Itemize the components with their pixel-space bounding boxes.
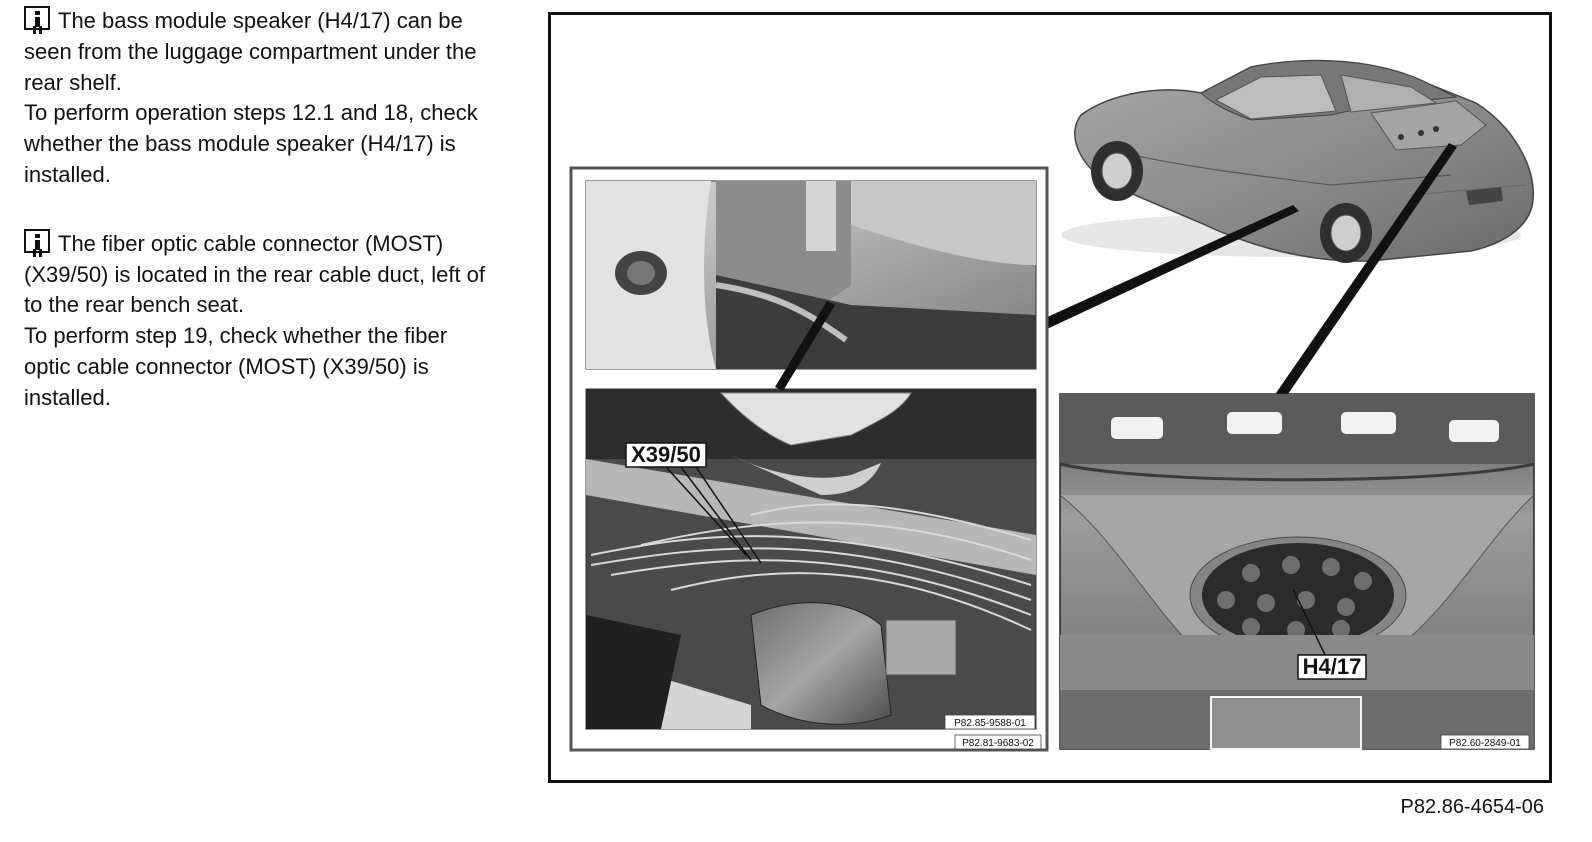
wiring-photo bbox=[586, 389, 1036, 729]
info-icon bbox=[24, 229, 50, 253]
note-fiber-optic bbox=[24, 229, 494, 414]
callout-x39-50: X39/50 bbox=[631, 442, 701, 467]
note-paragraph: To perform operation steps 12.1 and 18, check whether the bass module speaker (H4/17) is installed. bbox=[24, 100, 478, 187]
interior-panel bbox=[571, 168, 1047, 750]
note-paragraph: The bass module speaker (H4/17) can be seen from the luggage compartment under the rear shelf. bbox=[24, 8, 477, 95]
info-icon bbox=[24, 6, 50, 30]
note-bass-module bbox=[24, 6, 494, 191]
photo-code-trunk: P82.60-2849-01 bbox=[1449, 738, 1521, 749]
note-paragraph: The fiber optic cable connector (MOST) (X39/50) is located in the rear cable duct, left of to the rear bench seat. bbox=[24, 230, 486, 318]
car-illustration bbox=[1061, 61, 1533, 263]
callout-h4-17: H4/17 bbox=[1302, 654, 1362, 679]
figure-frame bbox=[548, 12, 1552, 783]
illustration bbox=[551, 15, 1549, 780]
note-paragraph: To perform step 19, check whether the fiber optic cable connector (MOST) (X39/50) is installed. bbox=[24, 323, 448, 410]
figure-code: P82.86-4654-06 bbox=[1400, 796, 1544, 818]
instruction-notes bbox=[24, 6, 494, 414]
photo-code-panel: P82.81-9683-02 bbox=[962, 738, 1034, 749]
photo-code-interior: P82.85-9588-01 bbox=[954, 718, 1026, 729]
trunk-photo bbox=[1060, 394, 1534, 749]
